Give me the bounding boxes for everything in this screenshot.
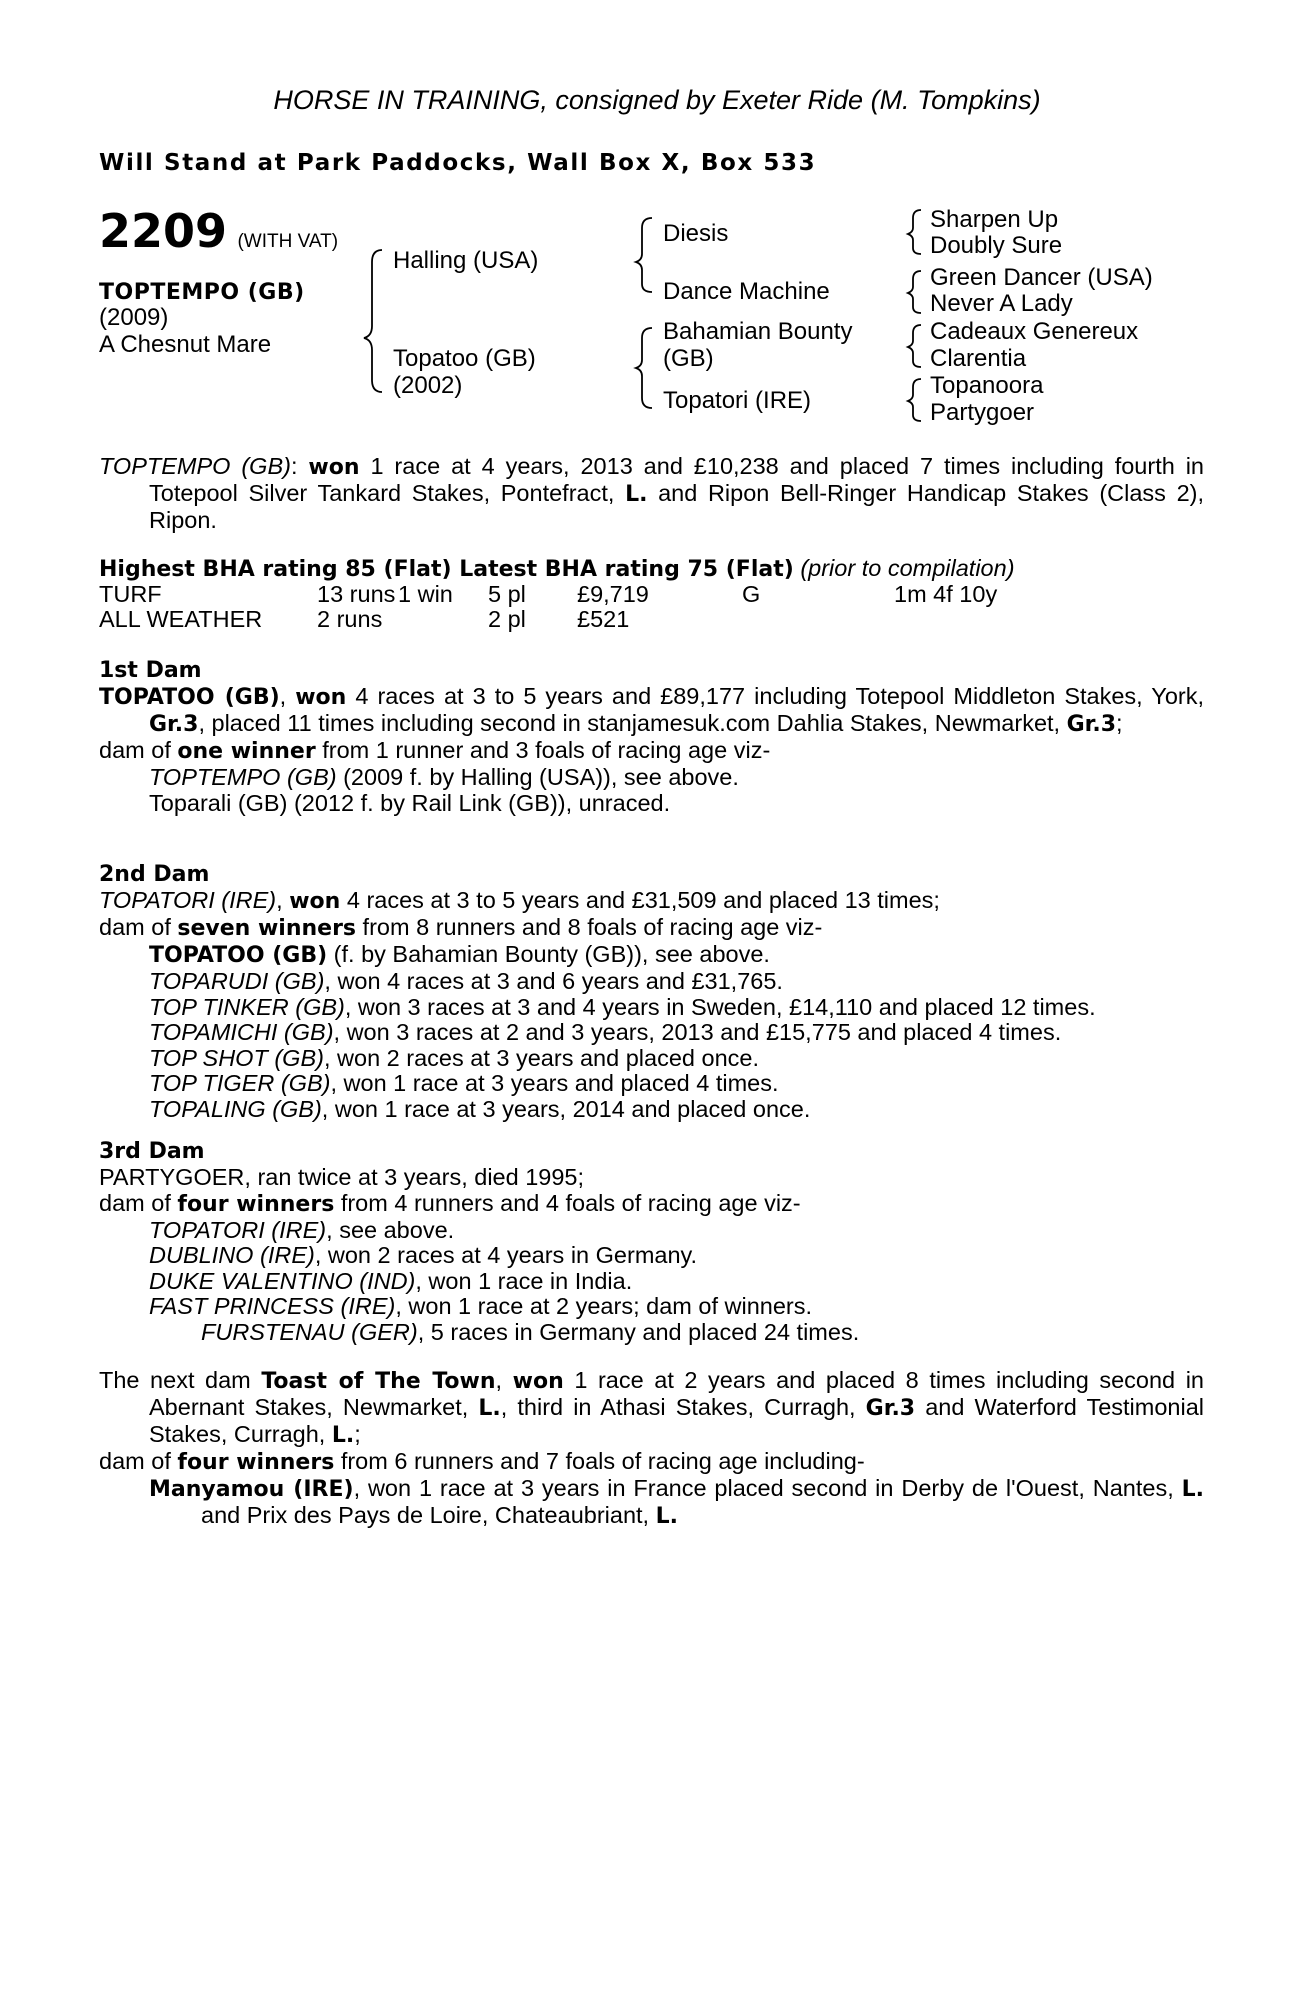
pedigree-brace-topatoo	[636, 328, 652, 408]
pedigree-brace-halling	[636, 218, 652, 292]
pedigree-granddam-2: Topatori (IRE)	[663, 387, 812, 414]
first-dam-produce-1: TOPTEMPO (GB) (2009 f. by Halling (USA)), see above.	[149, 764, 739, 790]
pedigree-gen4-1: Sharpen Up	[930, 206, 1059, 233]
summary-won: won	[308, 455, 360, 480]
second-dam-produce-5: TOP TIGER (GB), won 1 race at 3 years and placed 4 times.	[149, 1070, 779, 1096]
next-dam-produce: Manyamou (IRE), won 1 race at 3 years in France placed second in Derby de l'Ouest, Nantes, L. and Prix des Pays de Loire, Chateaubriant, L.	[149, 1475, 1204, 1529]
third-dam-line: PARTYGOER, ran twice at 3 years, died 1995;	[99, 1164, 585, 1190]
pedigree-gen4-5: Cadeaux Genereux	[930, 318, 1139, 345]
pedigree-grandsire-2-suffix: (GB)	[663, 345, 714, 372]
first-dam-section: 1st Dam TOPATOO (GB), won 4 races at 3 to 5 years and £89,177 including Totepool Middleton Stakes, York, Gr.3, placed 11 times including second in stanjamesuk.com Dahlia Stakes, Newmarket, Gr.3; dam of one winner from 1 runner and 3 foals of racing age viz- TOPTEMPO (GB) (2009 f. by Halling (USA)), see above. Toparali (GB) (2012 f. by Rail Link (GB)), unraced.	[99, 658, 1204, 816]
pedigree-gen4-4: Never A Lady	[930, 290, 1073, 317]
third-dam-produce-2: DUBLINO (IRE), won 2 races at 4 years in Germany.	[149, 1242, 698, 1268]
horse-description: A Chesnut Mare	[99, 331, 272, 358]
pedigree-dam-year: (2002)	[393, 372, 463, 399]
pedigree-brace-diesis	[908, 210, 921, 254]
third-dam-heading: 3rd Dam	[99, 1139, 205, 1164]
stand-location: Will Stand at Park Paddocks, Wall Box X, Box 533	[99, 150, 817, 176]
pedigree-brace-bahamian-bounty	[908, 325, 921, 367]
page-title: HORSE IN TRAINING, consigned by Exeter Ride (M. Tompkins)	[273, 85, 1041, 115]
lot-number: 2209	[99, 204, 228, 258]
next-dam-name: Toast of The Town	[261, 1369, 496, 1394]
second-dam-section: 2nd Dam TOPATORI (IRE), won 4 races at 3 to 5 years and £31,509 and placed 13 times; dam of seven winners from 8 runners and 8 foals of racing age viz- TOPATOO (GB) (f. by Bahamian Bounty (GB)), see above. TOPARUDI (GB), won 4 races at 3 and 6 years and £31,765. TOP TINKER (GB), won 3 races at 3 and 4 years in Sweden, £14,110 and placed 12 times. TOPAMICHI (GB), won 3 races at 2 and 3 years, 2013 and £15,775 and placed 4 times. TOP SHOT (GB), won 2 races at 3 years and placed once. TOP TIGER (GB), won 1 race at 3 years and placed 4 times. TOPALING (GB), won 1 race at 3 years, 2014 and placed once.	[99, 862, 1204, 1122]
first-dam-produce-2: Toparali (GB) (2012 f. by Rail Link (GB)), unraced.	[149, 789, 671, 816]
third-dam-produce-4: FAST PRINCESS (IRE), won 1 race at 2 years; dam of winners.	[149, 1293, 813, 1319]
second-dam-produce-3: TOPAMICHI (GB), won 3 races at 2 and 3 years, 2013 and £15,775 and placed 4 times.	[149, 1019, 1062, 1045]
second-dam-heading: 2nd Dam	[99, 862, 210, 887]
pedigree-sire: Halling (USA)	[393, 247, 539, 274]
vat-note: (WITH VAT)	[237, 231, 339, 252]
summary-horse: TOPTEMPO (GB)	[99, 453, 291, 479]
horse-year: (2009)	[99, 304, 169, 331]
third-dam-grand-produce: FURSTENAU (GER), 5 races in Germany and placed 24 times.	[201, 1318, 860, 1345]
third-dam-produce-1: TOPATORI (IRE), see above.	[149, 1216, 455, 1243]
pedigree-dam: Topatoo (GB)	[393, 345, 536, 372]
third-dam-produce-3: DUKE VALENTINO (IND), won 1 race in India.	[149, 1267, 633, 1294]
second-dam-lead-produce: TOPATOO (GB) (f. by Bahamian Bounty (GB)), see above.	[149, 941, 770, 968]
pedigree-gen4-8: Partygoer	[930, 399, 1035, 426]
ratings-note: (prior to compilation)	[800, 555, 1015, 581]
ratings-heading: Highest BHA rating 85 (Flat) Latest BHA rating 75 (Flat)	[99, 557, 794, 582]
pedigree-brace-sire-dam	[364, 250, 382, 392]
second-dam-produce-6: TOPALING (GB), won 1 race at 3 years, 2014 and placed once.	[149, 1095, 811, 1122]
pedigree-grandsire-2: Bahamian Bounty	[663, 318, 853, 345]
next-dam-section: The next dam Toast of The Town, won 1 race at 2 years and placed 8 times including second in Abernant Stakes, Newmarket, L., third in Athasi Stakes, Curragh, Gr.3 and Waterford Testimonial Stakes, Curragh, L.; dam of four winners from 6 runners and 7 foals of racing age including- Manyamou (IRE), won 1 race at 3 years in France placed second in Derby de l'Ouest, Nantes, L. and Prix des Pays de Loire, Chateaubriant, L.	[99, 1367, 1205, 1529]
pedigree-gen4-3: Green Dancer (USA)	[930, 264, 1153, 291]
second-dam-produce-1: TOPARUDI (GB), won 4 races at 3 and 6 years and £31,765.	[149, 968, 783, 994]
second-dam-name: TOPATORI (IRE)	[99, 887, 277, 913]
second-dam-produce-4: TOP SHOT (GB), won 2 races at 3 years and placed once.	[149, 1044, 759, 1071]
first-dam-name: TOPATOO (GB)	[99, 685, 280, 710]
pedigree-gen4-6: Clarentia	[930, 345, 1027, 372]
pedigree-brace-topatori	[908, 379, 921, 421]
race-summary: TOPTEMPO (GB): won 1 race at 4 years, 2013 and £10,238 and placed 7 times including fourth in Totepool Silver Tankard Stakes, Pontefract, L. and Ripon Bell-Ringer Handicap Stakes (Class 2), Ripon.	[99, 453, 1204, 533]
first-dam-heading: 1st Dam	[99, 658, 202, 683]
second-dam-produce-2: TOP TINKER (GB), won 3 races at 3 and 4 years in Sweden, £14,110 and placed 12 times.	[149, 993, 1096, 1020]
pedigree-grandsire-1: Diesis	[663, 220, 729, 247]
pedigree-braces	[0, 0, 1314, 440]
ratings-section	[99, 556, 1204, 583]
pedigree-brace-dance-machine	[908, 271, 921, 313]
pedigree-granddam-1: Dance Machine	[663, 278, 830, 305]
pedigree-gen4-7: Topanoora	[930, 372, 1044, 399]
pedigree-gen4-2: Doubly Sure	[930, 232, 1063, 259]
horse-name: TOPTEMPO (GB)	[99, 280, 305, 305]
third-dam-section: 3rd Dam PARTYGOER, ran twice at 3 years, died 1995; dam of four winners from 4 runners and 4 foals of racing age viz- TOPATORI (IRE), see above. DUBLINO (IRE), won 2 races at 4 years in Germany. DUKE VALENTINO (IND), won 1 race in India. FAST PRINCESS (IRE), won 1 race at 2 years; dam of winners. FURSTENAU (GER), 5 races in Germany and placed 24 times.	[99, 1139, 1204, 1345]
